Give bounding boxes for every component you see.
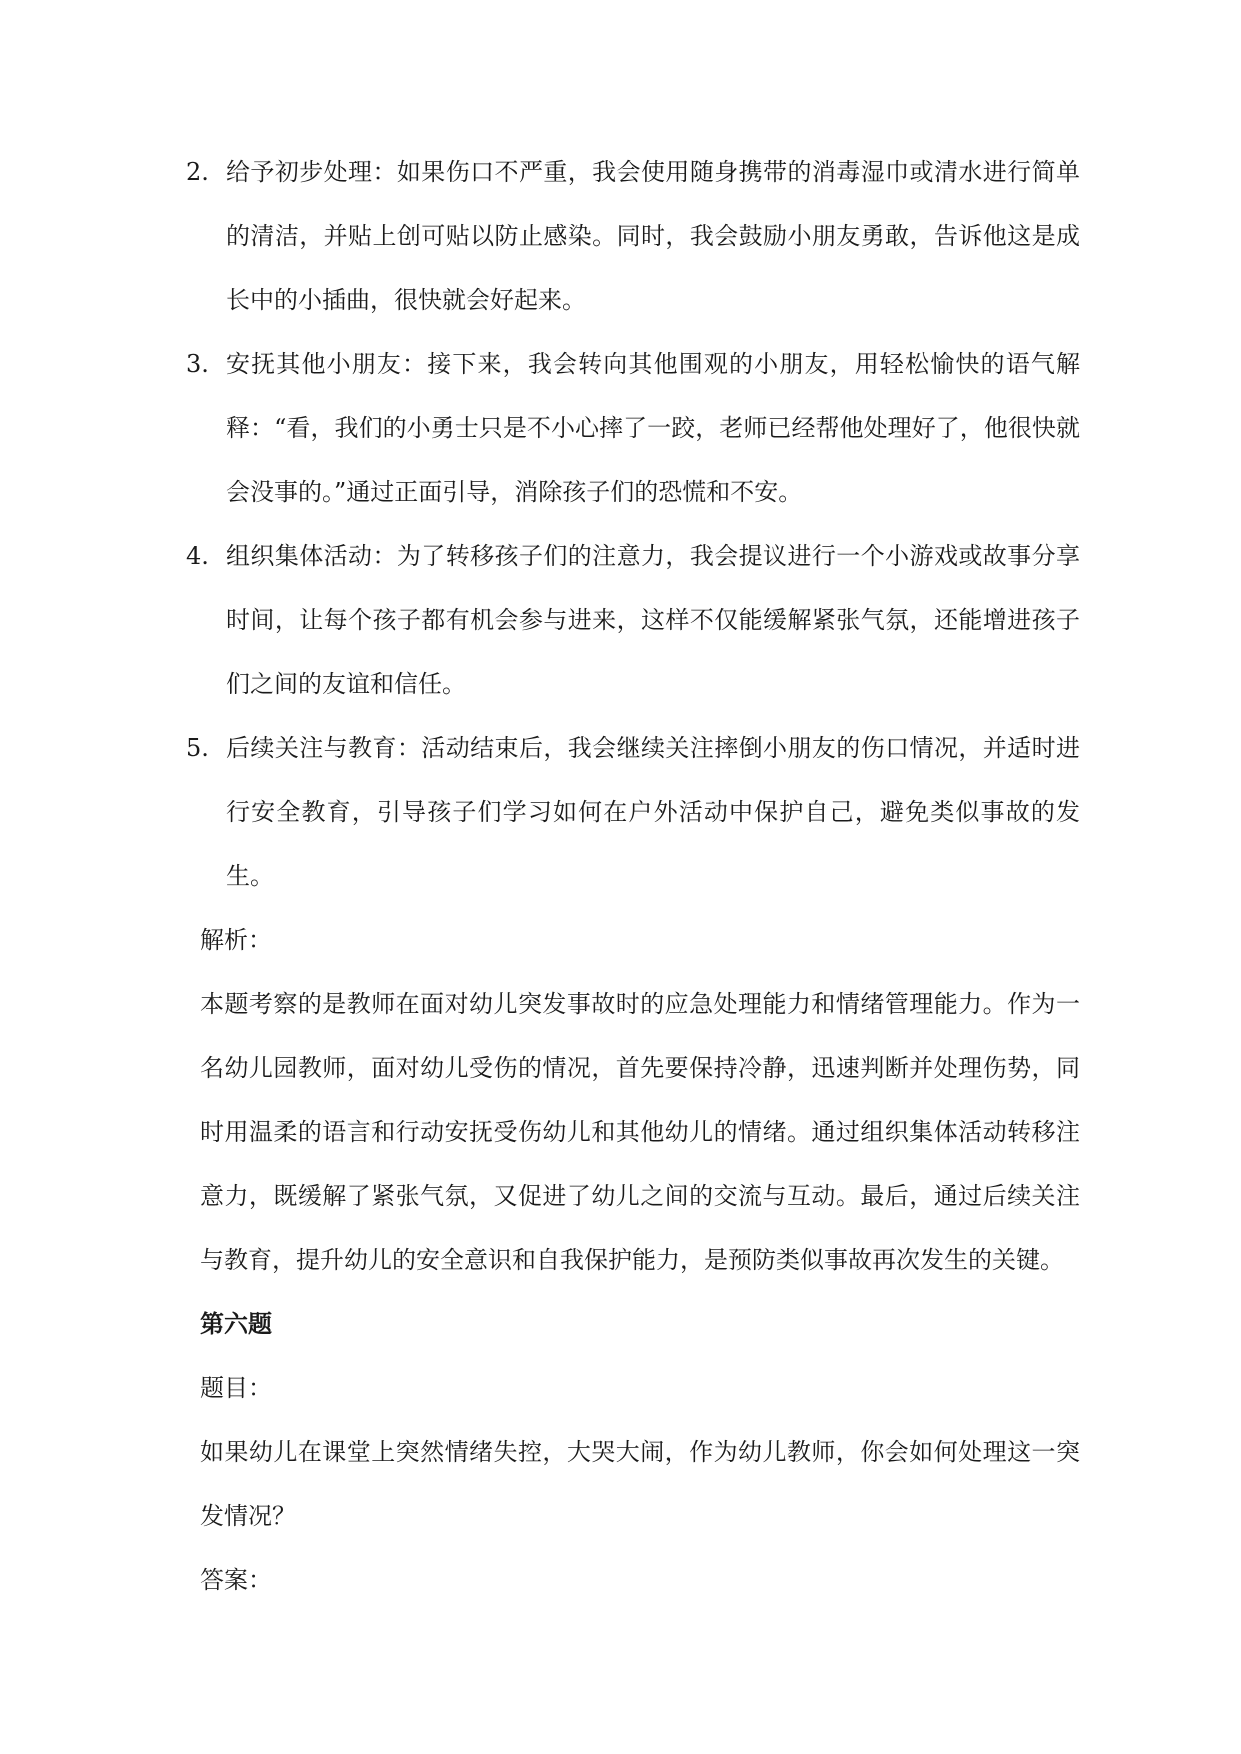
list-number: 3.: [186, 350, 209, 378]
analysis-label: 解析：: [200, 926, 272, 954]
question-label: 题目：: [200, 1374, 272, 1402]
question-text: 如果幼儿在课堂上突然情绪失控，大哭大闹，作为幼儿教师，你会如何处理这一突发情况？: [200, 1438, 1080, 1530]
list-number: 4.: [186, 542, 209, 570]
list-text: 组织集体活动：为了转移孩子们的注意力，我会提议进行一个小游戏或故事分享时间，让每个孩子都有机会参与进来，这样不仅能缓解紧张气氛，还能增进孩子们之间的友谊和信任。: [226, 542, 1080, 698]
analysis-text: 本题考察的是教师在面对幼儿突发事故时的应急处理能力和情绪管理能力。作为一名幼儿园教师，面对幼儿受伤的情况，首先要保持冷静，迅速判断并处理伤势，同时用温柔的语言和行动安抚受伤幼儿和其他幼儿的情绪。通过组织集体活动转移注意力，既缓解了紧张气氛，又促进了幼儿之间的交流与互动。最后，通过后续关注与教育，提升幼儿的安全意识和自我保护能力，是预防类似事故再次发生的关键。: [200, 990, 1080, 1274]
list-text: 安抚其他小朋友：接下来，我会转向其他围观的小朋友，用轻松愉快的语气解释：“看，我们的小勇士只是不小心摔了一跤，老师已经帮他处理好了，他很快就会没事的。”通过正面引导，消除孩子们的恐慌和不安。: [226, 350, 1080, 506]
page-content: [186, 140, 1080, 1612]
list-item: [186, 716, 1080, 908]
section-title: 第六题: [200, 1309, 272, 1338]
list-item: [186, 332, 1080, 524]
list-number: 5.: [186, 734, 209, 762]
list-item: [186, 140, 1080, 332]
list-text: 给予初步处理：如果伤口不严重，我会使用随身携带的消毒湿巾或清水进行简单的清洁，并贴上创可贴以防止感染。同时，我会鼓励小朋友勇敢，告诉他这是成长中的小插曲，很快就会好起来。: [226, 158, 1080, 314]
list-item: [186, 524, 1080, 716]
list-number: 2.: [186, 158, 209, 186]
answer-steps-list: [186, 140, 1080, 908]
answer-label: 答案：: [200, 1566, 272, 1594]
list-text: 后续关注与教育：活动结束后，我会继续关注摔倒小朋友的伤口情况，并适时进行安全教育，引导孩子们学习如何在户外活动中保护自己，避免类似事故的发生。: [226, 734, 1080, 890]
